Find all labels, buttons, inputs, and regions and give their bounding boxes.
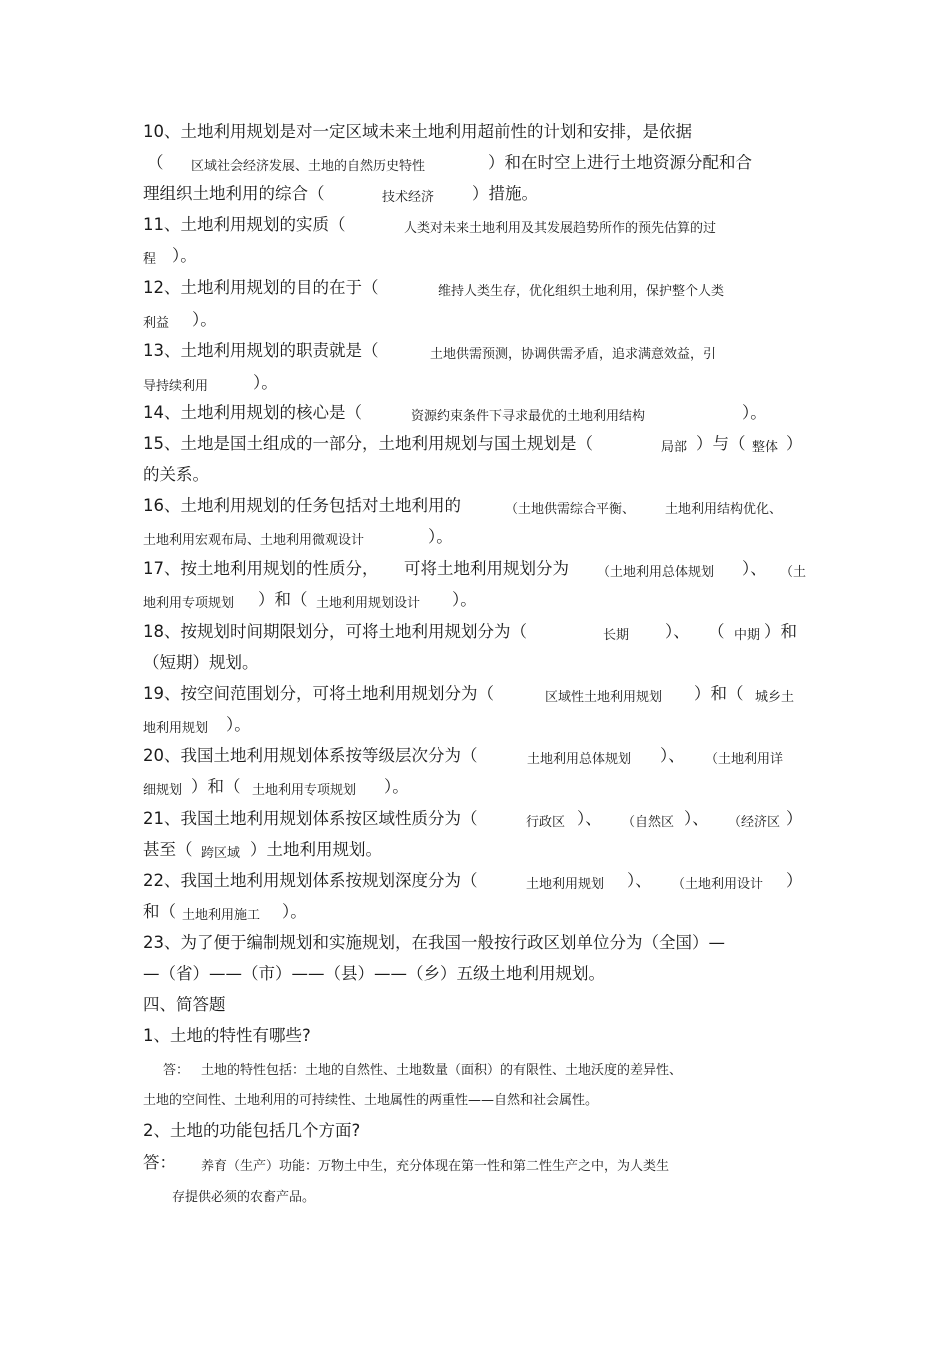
question-text: ）与（ (696, 434, 746, 453)
text-line (143, 217, 346, 234)
answer-text: 土地的特性包括：土地的自然性、土地数量（面积）的有限性、土地沃度的差异性、 (201, 1063, 683, 1078)
text-line (143, 686, 494, 703)
answer-text: 土地的空间性、土地利用的可持续性、土地属性的两重性——自然和社会属性。 (143, 1093, 599, 1108)
answer-text: 土地供需预测，协调供需矛盾，追求满意效益，引 (430, 347, 717, 362)
text-line (428, 529, 453, 546)
text-line (252, 781, 356, 797)
question-text: ）和在时空上进行土地资源分配和合 (488, 153, 752, 172)
text-line (786, 873, 803, 890)
text-line (172, 248, 197, 265)
text-line (143, 531, 364, 547)
answer-text: 行政区 (526, 815, 566, 830)
text-line (172, 1188, 315, 1204)
text-line (404, 219, 716, 235)
text-line (728, 813, 780, 829)
question-text: 17、按土地利用规划的性质分， (143, 559, 379, 578)
question-text: ）。 (384, 777, 409, 796)
text-line (201, 844, 240, 860)
question-text: 14、土地利用规划的核心是（ (143, 403, 362, 422)
text-line (488, 155, 752, 172)
answer-text: 人类对未来土地利用及其发展趋势所作的预先估算的过 (404, 221, 717, 236)
short-question-2 (143, 1123, 360, 1140)
question-text: ） (786, 871, 803, 890)
text-line (250, 842, 382, 859)
text-line (786, 811, 803, 828)
text-line (672, 875, 763, 891)
answer-text: （土地供需综合平衡、 (505, 502, 636, 517)
question-text: 2、土地的功能包括几个方面? (143, 1121, 361, 1140)
text-line (505, 500, 635, 516)
text-line (786, 436, 803, 453)
answer-text: 中期 (734, 628, 761, 643)
text-line (191, 157, 425, 173)
text-line (577, 811, 602, 828)
question-text: 22、我国土地利用规划体系按规划深度分为（ (143, 871, 478, 890)
answer-text: 利益 (143, 316, 170, 331)
text-line (143, 781, 182, 797)
question-text: ） (786, 809, 803, 828)
answer-text: 细规划 (143, 783, 183, 798)
answer-text: （经济区 (728, 815, 781, 830)
text-line (143, 377, 208, 393)
text-line (143, 343, 379, 360)
question-text: 21、我国土地利用规划体系按区域性质分为（ (143, 809, 478, 828)
text-line (143, 1155, 176, 1172)
answer-text: 地利用专项规划 (143, 596, 235, 611)
question-text: ）。 (172, 246, 197, 265)
question-text: 可将土地利用规划分为 (404, 559, 569, 578)
question-text: 13、土地利用规划的职责就是（ (143, 341, 379, 360)
text-line (665, 624, 690, 641)
question-text: ）。 (192, 310, 217, 329)
answer-label: 答： (143, 1153, 176, 1172)
section-heading-text: 四、简答题 (143, 995, 226, 1014)
text-line (143, 436, 593, 453)
question-text: ）和（ (694, 684, 744, 703)
text-line (764, 624, 797, 641)
text-line (472, 186, 538, 203)
text-line (622, 813, 674, 829)
question-text: ）措施。 (472, 184, 538, 203)
text-line (660, 748, 685, 765)
text-line (143, 1091, 598, 1107)
text-line (734, 626, 760, 642)
answer-text: 地利用规划 (143, 721, 209, 736)
question-text: 15、土地是国土组成的一部分，土地利用规划与国土规划是（ (143, 434, 593, 453)
question-text: ）。 (253, 373, 278, 392)
text-line (253, 375, 278, 392)
question-text: ）、 (665, 622, 690, 641)
text-line (143, 124, 692, 141)
text-line (143, 186, 325, 203)
answer-text: 程 (143, 252, 157, 267)
question-text: 20、我国土地利用规划体系按等级层次分为（ (143, 746, 478, 765)
question-text: ）、 (684, 809, 709, 828)
answer-text: 资源约束条件下寻求最优的土地利用结构 (411, 409, 646, 424)
question-text: 11、土地利用规划的实质（ (143, 215, 346, 234)
text-line (143, 719, 208, 735)
answer-text: 长期 (603, 628, 630, 643)
text-line (661, 438, 687, 454)
text-line (603, 626, 629, 642)
answer-text: 跨区域 (201, 846, 241, 861)
text-line (143, 624, 527, 641)
text-line (316, 594, 420, 610)
text-line (191, 779, 241, 796)
text-line (143, 561, 379, 578)
answer-text: 土地利用宏观布局、土地利用微观设计 (143, 533, 365, 548)
text-line (282, 904, 307, 921)
section-heading (143, 997, 226, 1014)
text-line (404, 561, 569, 578)
text-line (527, 750, 631, 766)
question-text: 甚至（ (143, 840, 193, 859)
text-line (597, 563, 714, 579)
text-line (182, 906, 260, 922)
answer-text: （土地利用详 (705, 752, 784, 767)
question-text: 12、土地利用规划的目的在于（ (143, 278, 379, 297)
question-text: ）。 (742, 403, 767, 422)
answer-text: 土地利用总体规划 (527, 752, 632, 767)
question-text: （ (708, 622, 725, 641)
text-line (201, 1061, 682, 1077)
text-line (708, 624, 725, 641)
text-line (452, 592, 477, 609)
text-line (143, 314, 169, 330)
answer-text: 土地利用规划 (526, 877, 605, 892)
text-line (143, 405, 362, 422)
question-text: ）和（ (258, 590, 308, 609)
answer-text: 土地利用规划设计 (316, 596, 421, 611)
text-line (705, 750, 783, 766)
text-line (430, 345, 716, 361)
answer-text: 导持续利用 (143, 379, 209, 394)
text-line (143, 594, 234, 610)
answer-text: 土地利用施工 (182, 908, 261, 923)
question-text: 理组织土地利用的综合（ (143, 184, 325, 203)
question-text: 的关系。 (143, 465, 209, 484)
question-text: ）和（ (191, 777, 241, 796)
answer-text: 局部 (661, 440, 688, 455)
question-text: ） (786, 434, 803, 453)
answer-label: 答： (163, 1063, 190, 1078)
answer-text: （自然区 (622, 815, 675, 830)
question-text: ）。 (452, 590, 477, 609)
question-text: ）、 (660, 746, 685, 765)
question-text: 19、按空间范围划分，可将土地利用规划分为（ (143, 684, 494, 703)
text-line (143, 966, 605, 983)
text-line (143, 467, 209, 484)
text-line (143, 655, 259, 672)
text-line (411, 407, 645, 423)
text-line (192, 312, 217, 329)
text-line (384, 779, 409, 796)
question-text: ）和 (764, 622, 797, 641)
text-line (742, 405, 767, 422)
question-text: ）、 (577, 809, 602, 828)
question-text: ）土地利用规划。 (250, 840, 382, 859)
answer-text: 存提供必须的农畜产品。 (172, 1190, 316, 1205)
answer-text: 区域社会经济发展、土地的自然历史特性 (191, 159, 426, 174)
text-line (226, 717, 251, 734)
question-text: 和（ (143, 902, 176, 921)
text-line (147, 155, 164, 172)
question-text: ）。 (282, 902, 307, 921)
text-line (665, 500, 782, 516)
question-text: —（省）——（市）——（县）——（乡）五级土地利用规划。 (143, 964, 605, 983)
text-line (143, 748, 478, 765)
answer-text: 技术经济 (382, 190, 435, 205)
question-text: ）。 (428, 527, 453, 546)
text-line (627, 873, 652, 890)
text-line (752, 438, 778, 454)
text-line (143, 250, 156, 266)
text-line (163, 1061, 189, 1077)
answer-text: 土地利用专项规划 (252, 783, 357, 798)
answer-text: 区域性土地利用规划 (545, 690, 663, 705)
question-text: 23、为了便于编制规划和实施规划，在我国一般按行政区划单位分为（全国）— (143, 933, 725, 952)
text-line (696, 436, 746, 453)
answer-text: 土地利用结构优化、 (665, 502, 783, 517)
text-line (694, 686, 744, 703)
text-line (526, 813, 565, 829)
question-text: （短期）规划。 (143, 653, 259, 672)
text-line (438, 282, 724, 298)
text-line (545, 688, 662, 704)
text-line (143, 842, 193, 859)
answer-text: 养育（生产）功能：万物土中生，充分体现在第一性和第二性生产之中，为人类生 (201, 1159, 670, 1174)
question-text: ）。 (226, 715, 251, 734)
answer-text: （土地利用总体规划 (597, 565, 715, 580)
bracket-text: （ (147, 153, 164, 172)
text-line (201, 1157, 669, 1173)
question-text: 16、土地利用规划的任务包括对土地利用的 (143, 496, 461, 515)
text-line (143, 811, 478, 828)
answer-text: （土 (780, 565, 807, 580)
question-text: ）、 (627, 871, 652, 890)
question-text: 18、按规划时间期限划分，可将土地利用规划分为（ (143, 622, 527, 641)
question-text: 10、土地利用规划是对一定区域未来土地利用超前性的计划和安排，是依据 (143, 122, 692, 141)
text-line (755, 688, 794, 704)
short-question-1 (143, 1028, 311, 1045)
answer-text: （土地利用设计 (672, 877, 764, 892)
answer-text: 维持人类生存，优化组织土地利用，保护整个人类 (438, 284, 725, 299)
text-line (143, 904, 176, 921)
text-line (143, 280, 379, 297)
question-text: ）、 (742, 559, 767, 578)
text-line (143, 935, 725, 952)
text-line (742, 561, 767, 578)
text-line (143, 873, 478, 890)
question-text: 1、土地的特性有哪些? (143, 1026, 311, 1045)
answer-text: 城乡土 (755, 690, 795, 705)
answer-text: 整体 (752, 440, 779, 455)
text-line (780, 563, 806, 579)
text-line (258, 592, 308, 609)
text-line (684, 811, 709, 828)
text-line (526, 875, 604, 891)
text-line (382, 188, 434, 204)
text-line (143, 498, 461, 515)
